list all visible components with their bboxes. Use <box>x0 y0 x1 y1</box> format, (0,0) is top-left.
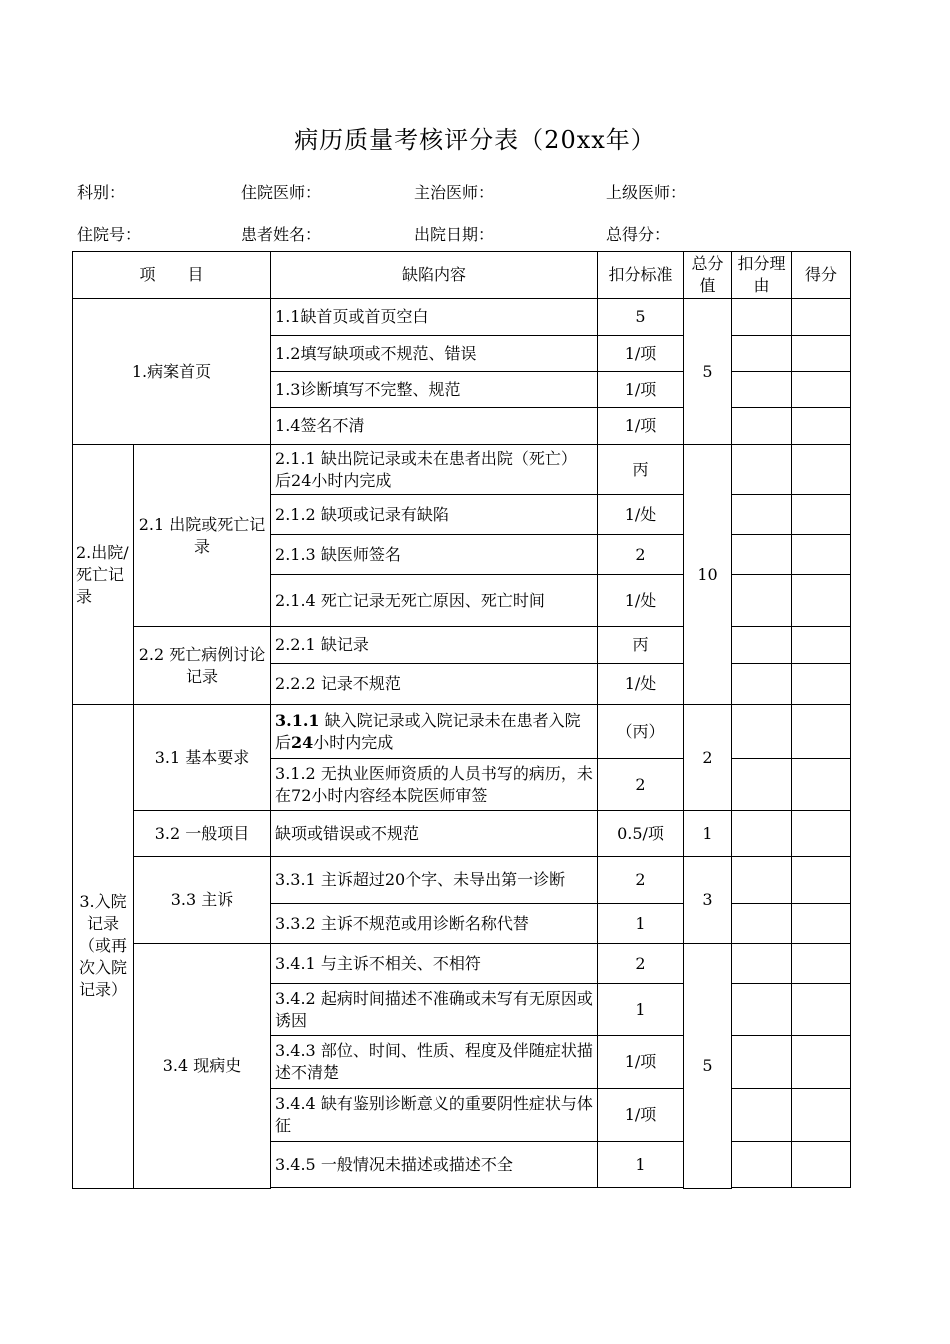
header-defect: 缺陷内容 <box>271 252 598 299</box>
row-1-2-deduct: 1/项 <box>598 336 684 372</box>
row-3-4-2-text: 3.4.2 起病时间描述不准确或未写有无原因或诱因 <box>271 984 598 1036</box>
reason-cell[interactable] <box>732 336 792 372</box>
spacer-cell <box>792 1188 851 1189</box>
reason-cell[interactable] <box>732 575 792 627</box>
row-1-4-deduct: 1/项 <box>598 408 684 445</box>
row-2-1-4-text: 2.1.4 死亡记录无死亡原因、死亡时间 <box>271 575 598 627</box>
score-cell[interactable] <box>792 372 851 408</box>
row-1-3-text: 1.3诊断填写不完整、规范 <box>271 372 598 408</box>
row-2-1-1-text: 2.1.1 缺出院记录或未在患者出院（死亡） 后24小时内完成 <box>271 445 598 495</box>
header-item: 项 目 <box>73 252 271 299</box>
reason-cell[interactable] <box>732 759 792 811</box>
reason-cell[interactable] <box>732 705 792 759</box>
header-score: 得分 <box>792 252 851 299</box>
row-3-1-1-text-a: 缺入院记录或入院记录未在患者入院后 <box>275 710 581 752</box>
section-3-2-name: 3.2 一般项目 <box>134 811 271 857</box>
row-3-4-3-deduct: 1/项 <box>598 1036 684 1089</box>
table-row <box>73 944 851 984</box>
reason-cell[interactable] <box>732 495 792 535</box>
row-2-1-4-deduct: 1/处 <box>598 575 684 627</box>
reason-cell[interactable] <box>732 904 792 944</box>
row-1-1-text: 1.1缺首页或首页空白 <box>271 299 598 336</box>
score-cell[interactable] <box>792 627 851 664</box>
row-3-4-4-text: 3.4.4 缺有鉴别诊断意义的重要阴性症状与体征 <box>271 1089 598 1142</box>
table-row <box>73 445 851 495</box>
section-2-1-name: 2.1 出院或死亡记录 <box>134 445 271 627</box>
score-cell[interactable] <box>792 1089 851 1142</box>
header-reason: 扣分理由 <box>732 252 792 299</box>
reason-cell[interactable] <box>732 299 792 336</box>
row-3-2-deduct: 0.5/项 <box>598 811 684 857</box>
section-2-total: 10 <box>684 445 732 705</box>
score-cell[interactable] <box>792 535 851 575</box>
row-3-3-2-text: 3.3.2 主诉不规范或用诊断名称代替 <box>271 904 598 944</box>
row-3-1-1-hours: 24 <box>291 732 314 752</box>
reason-cell[interactable] <box>732 811 792 857</box>
section-3-2-total: 1 <box>684 811 732 857</box>
reason-cell[interactable] <box>732 535 792 575</box>
row-1-3-deduct: 1/项 <box>598 372 684 408</box>
meta-senior-label: 上级医师： <box>606 183 687 202</box>
score-cell[interactable] <box>792 495 851 535</box>
row-3-1-1-code: 3.1.1 <box>275 710 320 730</box>
row-2-2-2-text: 2.2.2 记录不规范 <box>271 664 598 705</box>
page-title: 病历质量考核评分表（20xx年） <box>294 126 656 154</box>
score-cell[interactable] <box>792 408 851 445</box>
row-2-2-2-deduct: 1/处 <box>598 664 684 705</box>
score-cell[interactable] <box>792 299 851 336</box>
meta-discharge-date-label: 出院日期： <box>414 225 495 244</box>
meta-dept-label: 科别： <box>77 183 126 202</box>
score-cell[interactable] <box>792 944 851 984</box>
section-3-name: 3.入院记录（或再次入院记录） <box>73 705 134 1189</box>
header-total: 总分值 <box>684 252 732 299</box>
row-3-3-1-text: 3.3.1 主诉超过20个字、未导出第一诊断 <box>271 857 598 904</box>
row-1-1-deduct: 5 <box>598 299 684 336</box>
reason-cell[interactable] <box>732 408 792 445</box>
row-3-1-1-deduct: （丙） <box>598 705 684 759</box>
section-1-name: 1.病案首页 <box>73 299 271 445</box>
reason-cell[interactable] <box>732 372 792 408</box>
row-3-4-3-text: 3.4.3 部位、时间、性质、程度及伴随症状描述不清楚 <box>271 1036 598 1089</box>
table-row <box>73 705 851 759</box>
meta-resident-label: 住院医师： <box>241 183 322 202</box>
table-row <box>73 811 851 857</box>
reason-cell[interactable] <box>732 1036 792 1089</box>
header-deduct: 扣分标准 <box>598 252 684 299</box>
score-cell[interactable] <box>792 705 851 759</box>
row-3-4-1-deduct: 2 <box>598 944 684 984</box>
score-cell[interactable] <box>792 445 851 495</box>
section-3-1-total: 2 <box>684 705 732 811</box>
meta-attending-label: 主治医师： <box>414 183 495 202</box>
section-3-4-name: 3.4 现病史 <box>134 944 271 1189</box>
reason-cell[interactable] <box>732 445 792 495</box>
row-3-1-2-text: 3.1.2 无执业医师资质的人员书写的病历，未在72小时内容经本院医师审签 <box>271 759 598 811</box>
header-row <box>73 252 851 299</box>
section-3-3-name: 3.3 主诉 <box>134 857 271 944</box>
score-cell[interactable] <box>792 1142 851 1188</box>
row-2-2-1-deduct: 丙 <box>598 627 684 664</box>
reason-cell[interactable] <box>732 664 792 705</box>
section-3-4-total: 5 <box>684 944 732 1189</box>
score-cell[interactable] <box>792 336 851 372</box>
row-3-4-1-text: 3.4.1 与主诉不相关、不相符 <box>271 944 598 984</box>
reason-cell[interactable] <box>732 1089 792 1142</box>
row-2-1-2-deduct: 1/处 <box>598 495 684 535</box>
reason-cell[interactable] <box>732 857 792 904</box>
row-3-4-4-deduct: 1/项 <box>598 1089 684 1142</box>
score-cell[interactable] <box>792 1036 851 1089</box>
row-2-1-2-text: 2.1.2 缺项或记录有缺陷 <box>271 495 598 535</box>
reason-cell[interactable] <box>732 944 792 984</box>
spacer-cell <box>732 1188 792 1189</box>
table-row <box>73 857 851 904</box>
reason-cell[interactable] <box>732 984 792 1036</box>
row-3-4-5-deduct: 1 <box>598 1142 684 1188</box>
row-3-4-2-deduct: 1 <box>598 984 684 1036</box>
row-2-1-1-deduct: 丙 <box>598 445 684 495</box>
spacer-cell <box>598 1188 684 1189</box>
score-cell[interactable] <box>792 664 851 705</box>
meta-patient-label: 患者姓名： <box>241 225 322 244</box>
score-cell[interactable] <box>792 857 851 904</box>
row-3-1-1-text <box>271 705 598 759</box>
row-3-4-5-text: 3.4.5 一般情况未描述或描述不全 <box>271 1142 598 1188</box>
row-3-3-1-deduct: 2 <box>598 857 684 904</box>
meta-total-score-label: 总得分： <box>606 225 671 244</box>
table-row <box>73 299 851 336</box>
section-3-1-name: 3.1 基本要求 <box>134 705 271 811</box>
row-1-2-text: 1.2填写缺项或不规范、错误 <box>271 336 598 372</box>
section-3-3-total: 3 <box>684 857 732 944</box>
row-1-4-text: 1.4签名不清 <box>271 408 598 445</box>
row-3-3-2-deduct: 1 <box>598 904 684 944</box>
spacer-cell <box>271 1188 598 1189</box>
row-2-2-1-text: 2.2.1 缺记录 <box>271 627 598 664</box>
section-2-name: 2.出院/死亡记录 <box>73 445 134 705</box>
score-cell[interactable] <box>792 759 851 811</box>
score-cell[interactable] <box>792 904 851 944</box>
table-row <box>73 627 851 664</box>
score-cell[interactable] <box>792 575 851 627</box>
scoring-table <box>72 251 851 1189</box>
row-3-2-text: 缺项或错误或不规范 <box>271 811 598 857</box>
score-cell[interactable] <box>792 811 851 857</box>
section-2-2-name: 2.2 死亡病例讨论记录 <box>134 627 271 705</box>
meta-admission-no-label: 住院号： <box>77 225 142 244</box>
score-cell[interactable] <box>792 984 851 1036</box>
row-3-1-1-text-b: 小时内完成 <box>313 732 394 752</box>
row-3-1-2-deduct: 2 <box>598 759 684 811</box>
reason-cell[interactable] <box>732 627 792 664</box>
reason-cell[interactable] <box>732 1142 792 1188</box>
row-2-1-3-text: 2.1.3 缺医师签名 <box>271 535 598 575</box>
row-2-1-3-deduct: 2 <box>598 535 684 575</box>
section-1-total: 5 <box>684 299 732 445</box>
